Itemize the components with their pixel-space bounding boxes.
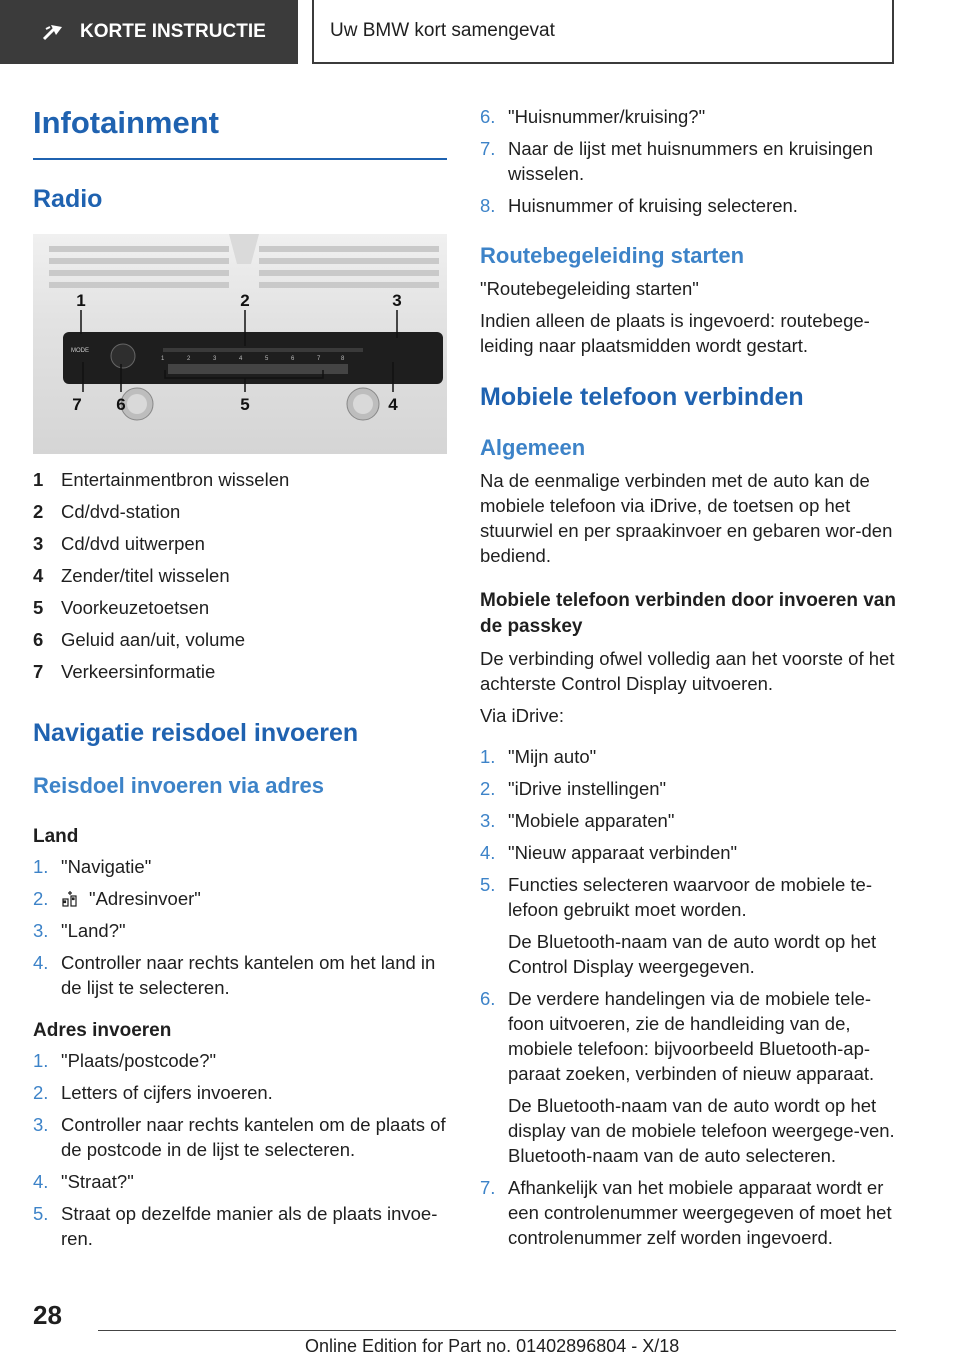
list-item: 2. "Adresinvoer" — [33, 888, 201, 909]
callout-5: 5 — [240, 395, 250, 414]
adres-heading: Adres invoeren — [33, 1020, 172, 1041]
list-item: 5. Functies selecteren waarvoor de mobiele te-lefoon gebruikt moet worden. De Bluetooth-naam van de auto wordt op het Control Display weergegeven. — [480, 874, 877, 977]
list-item: 2. Letters of cijfers invoeren. — [33, 1082, 273, 1103]
list-item: 4. "Nieuw apparaat verbinden" — [480, 842, 738, 863]
algemeen-heading: Algemeen — [480, 435, 586, 460]
callout-7: 7 — [72, 395, 82, 414]
list-item: 3. "Land?" — [33, 920, 126, 941]
phone-heading: Mobiele telefoon verbinden — [480, 383, 804, 411]
page-number: 28 — [33, 1300, 62, 1330]
list-item: 4 Zender/titel wisselen — [33, 565, 230, 586]
list-item: 1 Entertainmentbron wisselen — [33, 469, 290, 490]
adres-steps — [33, 1048, 447, 1251]
passkey-text: De verbinding ofwel volledig aan het voorste of het achterste Control Display uitvoeren. — [480, 648, 895, 694]
list-item: 5 Voorkeuzetoetsen — [33, 597, 210, 618]
list-item: 8. Huisnummer of kruising selecteren. — [480, 195, 798, 216]
list-item: 6. De verdere handelingen via de mobiele tele-foon uitvoeren, zie de handleiding van de, mobiele telefoon: bijvoorbeeld Bluetooth-ap-paraat zoeken, verbinden of nieuw apparaat. De Bluetooth-naam van de auto wordt op het display van de mobiele telefoon weergege-ven. Bluetooth-naam van de auto selecteren. — [480, 988, 895, 1166]
via-idrive: Via iDrive: — [480, 705, 564, 726]
list-item: 1. "Navigatie" — [33, 856, 152, 877]
right-column — [480, 104, 896, 1257]
preset-label: 4 — [239, 356, 243, 362]
left-column — [33, 104, 447, 1258]
idrive-steps — [480, 744, 896, 1250]
preset-label: 6 — [291, 356, 295, 362]
callout-4: 4 — [388, 395, 398, 414]
callout-1: 1 — [76, 291, 86, 310]
preset-label: 2 — [187, 356, 191, 362]
list-item: 2. "iDrive instellingen" — [480, 778, 667, 799]
list-item: 4. "Straat?" — [33, 1171, 134, 1192]
route-command: "Routebegeleiding starten" — [480, 278, 699, 299]
preset-label: 5 — [265, 356, 269, 362]
list-item: 1. "Mijn auto" — [480, 746, 597, 767]
nav-subheading: Reisdoel invoeren via adres — [33, 773, 325, 798]
list-item: 6 Geluid aan/uit, volume — [33, 629, 246, 650]
list-item: 3 Cd/dvd uitwerpen — [33, 533, 205, 554]
route-description: Indien alleen de plaats is ingevoerd: routebege-leiding naar plaatsmidden wordt gestart. — [480, 310, 870, 356]
land-steps — [33, 854, 447, 1000]
radio-panel-photo — [33, 234, 447, 454]
footer-edition: Online Edition for Part no. 01402896804 - X/18 — [305, 1336, 680, 1356]
list-item: 5. Straat op dezelfde manier als de plaats invoe-ren. — [33, 1203, 438, 1249]
preset-label: 1 — [161, 356, 165, 362]
preset-label: 7 — [317, 356, 321, 362]
list-item: 4. Controller naar rechts kantelen om het land in de lijst te selecteren. — [33, 952, 436, 998]
address-input-icon — [61, 886, 89, 911]
list-item: 2 Cd/dvd-station — [33, 501, 181, 522]
footer-rule — [98, 1330, 896, 1331]
nav-heading: Navigatie reisdoel invoeren — [33, 719, 359, 747]
land-heading: Land — [33, 826, 79, 847]
list-item: 6. "Huisnummer/kruising?" — [480, 106, 706, 127]
radio-legend — [33, 464, 447, 688]
tab-label: Uw BMW kort samengevat — [330, 20, 555, 41]
quick-reference-icon — [42, 23, 64, 41]
list-item: 7 Verkeersinformatie — [33, 661, 216, 682]
address-steps-continued — [480, 104, 896, 218]
tab-label: KORTE INSTRUCTIE — [80, 21, 266, 42]
route-heading: Routebegeleiding starten — [480, 243, 745, 268]
panel-mode-label: MODE — [71, 348, 89, 354]
callout-3: 3 — [392, 291, 402, 310]
preset-label: 3 — [213, 356, 217, 362]
list-item: 3. Controller naar rechts kantelen om de plaats of de postcode in de lijst te selecteren. — [33, 1114, 446, 1160]
list-item: 7. Naar de lijst met huisnummers en kruisingen wisselen. — [480, 138, 874, 184]
callout-6: 6 — [116, 395, 126, 414]
radio-heading: Radio — [33, 185, 103, 213]
title-rule — [33, 158, 447, 160]
list-item: 1. "Plaats/postcode?" — [33, 1050, 217, 1071]
list-item: 3. "Mobiele apparaten" — [480, 810, 675, 831]
passkey-heading: Mobiele telefoon verbinden door invoeren van de passkey — [480, 590, 896, 637]
list-item: 7. Afhankelijk van het mobiele apparaat wordt er een controlenummer weergegeven of moet het controlenummer zelf worden ingevoerd. — [480, 1177, 892, 1248]
page-title: Infotainment — [33, 105, 219, 140]
preset-label: 8 — [341, 356, 345, 362]
tab-korte-instructie[interactable] — [0, 0, 298, 64]
callout-2: 2 — [240, 291, 250, 310]
algemeen-text: Na de eenmalige verbinden met de auto kan de mobiele telefoon via iDrive, de toetsen op het stuurwiel en per spraakinvoer en gebaren wor-den bediend. — [480, 470, 893, 566]
tab-kort-samengevat[interactable] — [312, 0, 894, 64]
